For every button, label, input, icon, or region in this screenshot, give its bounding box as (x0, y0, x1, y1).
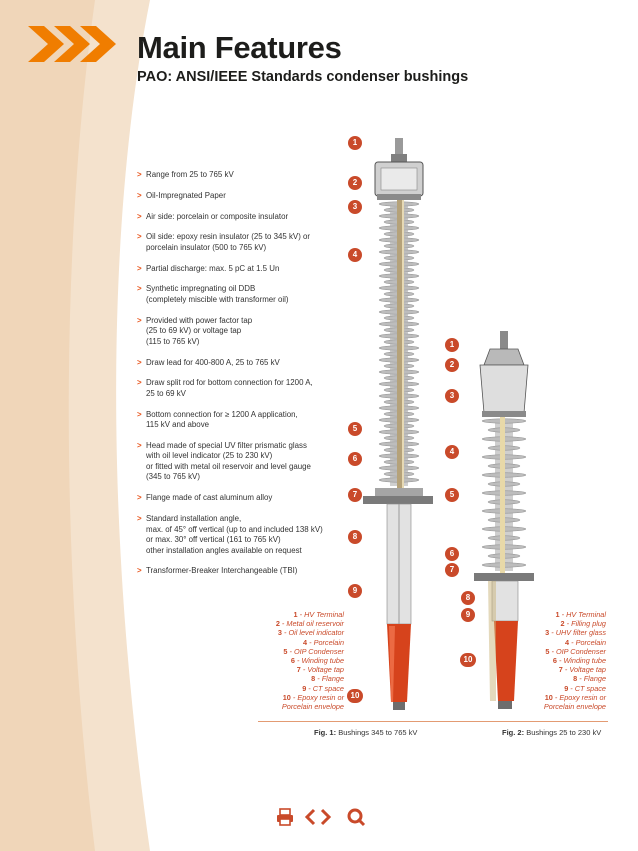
legend-item: 6 - Winding tube (290, 656, 344, 666)
legend-item: 2 - Filling plug (560, 619, 606, 629)
figure1-callout: 5 (348, 422, 362, 436)
legend-item: 7 - Voltage tap (558, 665, 606, 675)
list-item: > Flange made of cast aluminum alloy (137, 493, 365, 504)
legend-item: 5 - OIP Condenser (283, 646, 344, 656)
figure1-callout: 2 (348, 176, 362, 190)
list-item: > Provided with power factor tap (25 to 69 kV) or voltage tap (115 to 765 kV) (137, 316, 365, 348)
printer-icon[interactable] (276, 808, 294, 826)
figure1-callout: 3 (348, 200, 362, 214)
figure2-callout: 5 (445, 488, 459, 502)
figure1-callout: 6 (348, 452, 362, 466)
figure2-callout: 9 (461, 608, 475, 622)
figure2-callout: 1 (445, 338, 459, 352)
legend-item: 10 - Epoxy resin or (544, 692, 606, 702)
figure2-callout: 3 (445, 389, 459, 403)
list-item: > Partial discharge: max. 5 pC at 1.5 Un (137, 264, 365, 275)
legend-item: 2 - Metal oil reservoir (275, 619, 344, 629)
list-item: > Oil side: epoxy resin insulator (25 to 345 kV) or porcelain insulator (500 to 765 kV) (137, 232, 365, 253)
list-item: > Synthetic impregnating oil DDB (completely miscible with transformer oil) (137, 284, 365, 305)
figure1-callout: 1 (348, 136, 362, 150)
caption-divider (258, 721, 608, 722)
legend-item: 9 - CT space (564, 683, 606, 693)
bushing-figure-1 (355, 130, 455, 720)
legend-item: 1 - HV Terminal (555, 610, 606, 619)
chevron-left-icon[interactable] (304, 808, 316, 826)
figure1-callout: 8 (348, 530, 362, 544)
figure2-callout: 4 (445, 445, 459, 459)
list-item: > Bottom connection for ≥ 1200 A application, 115 kV and above (137, 410, 365, 431)
figure2-callout: 6 (445, 547, 459, 561)
legend-item: 10 - Epoxy resin or (282, 692, 344, 702)
legend-item: 5 - OIP Condenser (545, 646, 606, 656)
legend-item: 4 - Porcelain (303, 637, 344, 647)
chevron-logo-icon (28, 26, 128, 62)
chevron-right-icon[interactable] (320, 808, 332, 826)
figure1-callout: 7 (348, 488, 362, 502)
figure1-callout: 4 (348, 248, 362, 262)
legend-item: 7 - Voltage tap (296, 665, 344, 675)
legend-item: 6 - Winding tube (552, 656, 606, 666)
features-list (137, 170, 365, 587)
legend-item-continued: Porcelain envelope (543, 702, 606, 712)
legend-item-continued: Porcelain envelope (281, 702, 344, 712)
page-title: Main Features (137, 30, 342, 65)
list-item: > Transformer-Breaker Interchangeable (TBI) (137, 566, 365, 577)
figure2-callout: 10 (460, 653, 476, 667)
legend-item: 8 - Flange (573, 674, 606, 684)
legend-item: 4 - Porcelain (565, 637, 606, 647)
figure1-callout: 9 (348, 584, 362, 598)
legend-item: 1 - HV Terminal (293, 610, 344, 619)
legend-item: 9 - CT space (302, 683, 344, 693)
list-item: > Air side: porcelain or composite insulator (137, 212, 365, 223)
list-item: > Range from 25 to 765 kV (137, 170, 365, 181)
list-item: > Draw split rod for bottom connection for 1200 A, 25 to 69 kV (137, 378, 365, 399)
figure2-caption: Fig. 2: Bushings 25 to 230 kV (502, 728, 602, 737)
figure2-callout: 2 (445, 358, 459, 372)
list-item: > Draw lead for 400-800 A, 25 to 765 kV (137, 358, 365, 369)
figure1-legend (258, 610, 344, 711)
list-item: > Standard installation angle, max. of 45° off vertical (up to and included 138 kV) or max. 30° off vertical (161 to 765 kV) other installation angles available on request (137, 514, 365, 556)
search-q-icon[interactable] (346, 807, 366, 827)
legend-item: 3 - Oil level indicator (277, 628, 344, 638)
figure2-callout: 7 (445, 563, 459, 577)
legend-item: 8 - Flange (311, 674, 344, 684)
figure1-caption: Fig. 1: Bushings 345 to 765 kV (314, 728, 418, 737)
figure2-callout: 8 (461, 591, 475, 605)
figure1-callout: 10 (347, 689, 363, 703)
page-subtitle: PAO: ANSI/IEEE Standards condenser bushings (137, 69, 469, 85)
legend-item: 3 - UHV filter glass (545, 628, 606, 638)
figure2-legend (530, 610, 606, 711)
list-item: > Oil-Impregnated Paper (137, 191, 365, 202)
list-item: > Head made of special UV filter prismatic glass with oil level indicator (25 to 230 kV) or fitted with metal oil reservoir and level gauge (345 to 765 kV) (137, 441, 365, 483)
